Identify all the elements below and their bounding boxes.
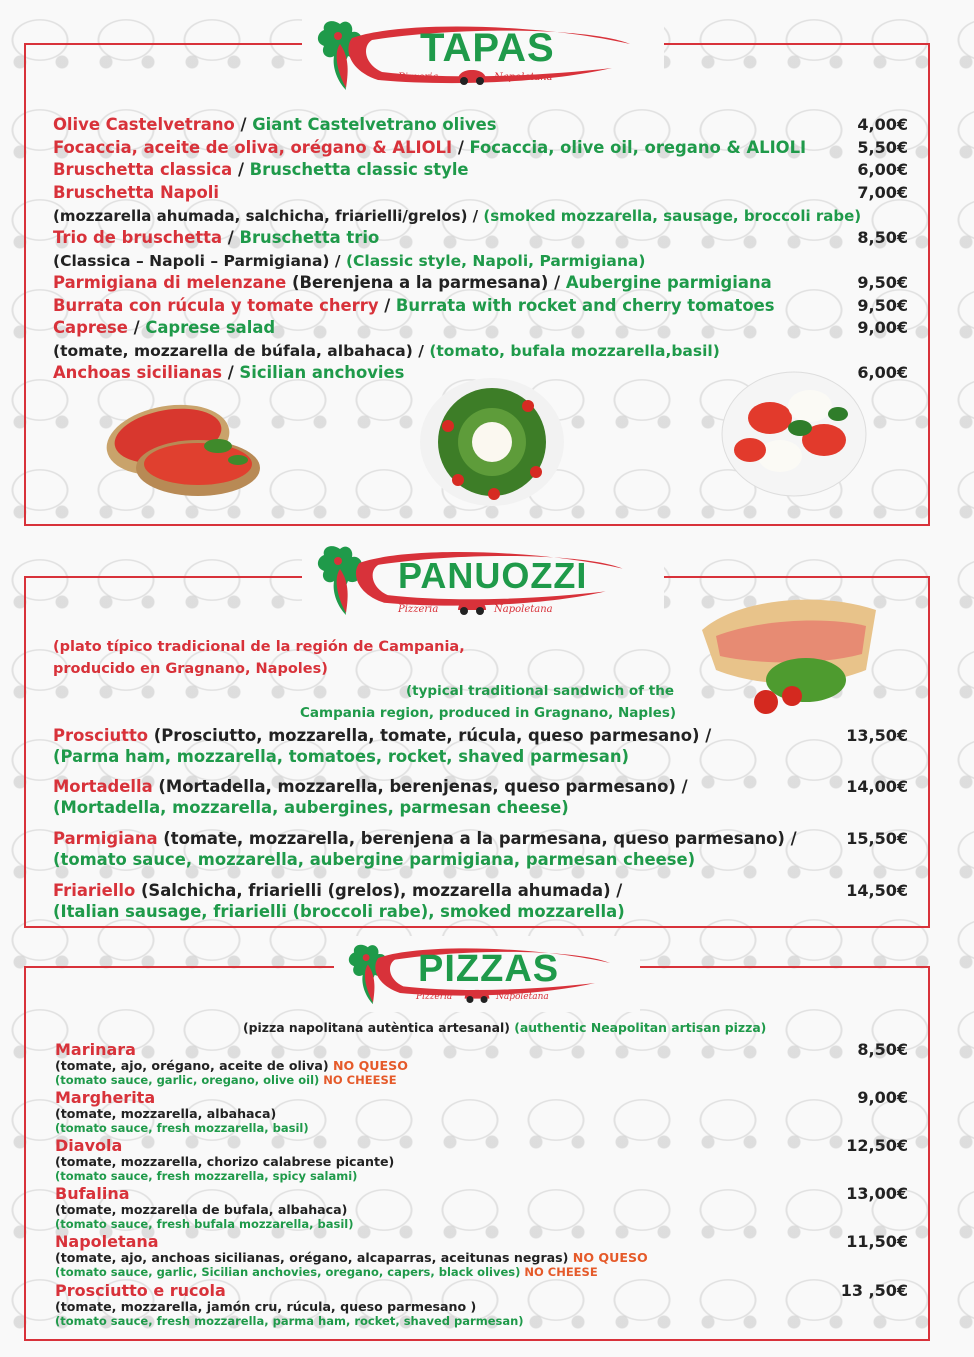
tapas-price-3: 6,00€ [857, 160, 908, 179]
tapas-item-4-desc: (mozzarella ahumada, salchicha, friarielli/grelos) / (smoked mozzarella, sausage, broccoli rabe) [53, 207, 862, 225]
car-logo-icon [455, 598, 489, 616]
panuozzi-header [302, 540, 664, 620]
tapas-item-8-desc: (tomate, mozzarella de búfala, albahaca) / (tomato, bufala mozzarella,basil) [53, 342, 720, 360]
pizza-desc-es-1: (tomate, ajo, orégano, aceite de oliva) NO QUESO [55, 1058, 408, 1073]
brand-sub-right: Napoletana [496, 992, 549, 1002]
panuozzi-intro-es-2: producido en Gragnano, Napoles) [53, 661, 328, 677]
panuozzi-item-1: Prosciutto (Prosciutto, mozzarella, tomate, rúcula, queso parmesano) / [53, 726, 712, 745]
tapas-header [302, 10, 664, 100]
pizza-desc-en-1: (tomato sauce, garlic, oregano, olive oil) NO CHEESE [55, 1073, 397, 1087]
pizza-desc-es-5: (tomate, ajo, anchoas sicilianas, orégano, alcaparras, aceitunas negras) NO QUESO [55, 1250, 648, 1265]
pizza-name-3: Diavola [55, 1136, 123, 1155]
panuozzo-photo [696, 590, 882, 722]
tapas-item-8: Caprese / Caprese salad [53, 318, 276, 337]
pizza-desc-en-5: (tomato sauce, garlic, Sicilian anchovies, oregano, capers, black olives) NO CHEESE [55, 1265, 598, 1279]
tapas-item-2: Focaccia, aceite de oliva, orégano & ALIOLI / Focaccia, olive oil, oregano & ALIOLI [53, 138, 807, 157]
panuozzi-item-3-en: (tomato sauce, mozzarella, aubergine parmigiana, parmesan cheese) [53, 850, 696, 869]
tapas-item-7: Burrata con rúcula y tomate cherry / Burrata with rocket and cherry tomatoes [53, 296, 775, 315]
pizza-desc-en-4: (tomato sauce, fresh bufala mozzarella, basil) [55, 1217, 354, 1231]
panuozzi-item-2-en: (Mortadella, mozzarella, aubergines, parmesan cheese) [53, 798, 569, 817]
pizza-price-5: 11,50€ [846, 1232, 908, 1251]
tapas-price-5: 8,50€ [857, 228, 908, 247]
tapas-item-1: Olive Castelvetrano / Giant Castelvetrano olives [53, 115, 497, 134]
panuozzi-price-1: 13,50€ [846, 726, 908, 745]
pizza-desc-es-6: (tomate, mozzarella, jamón cru, rúcula, queso parmesano ) [55, 1299, 477, 1314]
brand-sub-left: Pizzeria [398, 604, 439, 615]
pizza-desc-en-3: (tomato sauce, fresh mozzarella, spicy salami) [55, 1169, 358, 1183]
brand-sub-left: Pizzeria [416, 992, 453, 1002]
pizza-price-3: 12,50€ [846, 1136, 908, 1155]
pizza-desc-es-3: (tomate, mozzarella, chorizo calabrese picante) [55, 1154, 395, 1169]
pizzas-intro: (pizza napolitana autèntica artesanal) (authentic Neapolitan artisan pizza) [243, 1020, 767, 1035]
pizza-name-1: Marinara [55, 1040, 136, 1059]
tapas-item-9: Anchoas sicilianas / Sicilian anchovies [53, 363, 405, 382]
car-logo-icon [462, 988, 492, 1004]
pizza-desc-en-2: (tomato sauce, fresh mozzarella, basil) [55, 1121, 309, 1135]
panuozzi-item-3: Parmigiana (tomate, mozzarella, berenjena a la parmesana, queso parmesano) / [53, 829, 797, 848]
pizzas-title: PIZZAS [418, 948, 560, 990]
pizza-desc-en-6: (tomato sauce, fresh mozzarella, parma ham, rocket, shaved parmesan) [55, 1314, 524, 1328]
burrata-photo [418, 376, 566, 508]
pizza-price-4: 13,00€ [846, 1184, 908, 1203]
panuozzi-price-2: 14,00€ [846, 777, 908, 796]
tapas-title: TAPAS [420, 26, 555, 70]
panuozzi-item-4-en: (Italian sausage, friarielli (broccoli rabe), smoked mozzarella) [53, 902, 625, 921]
panuozzi-price-3: 15,50€ [846, 829, 908, 848]
panuozzi-item-2: Mortadella (Mortadella, mozzarella, berenjenas, queso parmesano) / [53, 777, 688, 796]
tapas-item-6: Parmigiana di melenzane (Berenjena a la parmesana) / Aubergine parmigiana [53, 273, 772, 292]
tapas-price-6: 9,50€ [857, 273, 908, 292]
tapas-item-5-desc: (Classica – Napoli – Parmigiana) / (Classic style, Napoli, Parmigiana) [53, 252, 646, 270]
brand-sub-right: Napoletana [494, 604, 553, 615]
tapas-price-7: 9,50€ [857, 296, 908, 315]
tapas-price-8: 9,00€ [857, 318, 908, 337]
panuozzi-item-4: Friariello (Salchicha, friarielli (grelos), mozzarella ahumada) / [53, 881, 623, 900]
pizza-name-6: Prosciutto e rucola [55, 1281, 226, 1300]
pizza-name-4: Bufalina [55, 1184, 130, 1203]
tapas-price-2: 5,50€ [857, 138, 908, 157]
caprese-photo [720, 370, 868, 498]
panuozzi-intro-en-1: (typical traditional sandwich of the [406, 683, 674, 699]
panuozzi-price-4: 14,50€ [846, 881, 908, 900]
panuozzi-intro-en-2: Campania region, produced in Gragnano, Naples) [300, 705, 677, 721]
pizzas-header [334, 936, 640, 1012]
tapas-price-9: 6,00€ [857, 363, 908, 382]
brand-sub-left: Pizzeria [398, 72, 439, 83]
pizza-desc-es-2: (tomate, mozzarella, albahaca) [55, 1106, 277, 1121]
car-logo-icon [455, 68, 489, 86]
pizza-price-2: 9,00€ [857, 1088, 908, 1107]
bruschetta-photo [98, 384, 264, 500]
pizza-name-5: Napoletana [55, 1232, 159, 1251]
tapas-price-1: 4,00€ [857, 115, 908, 134]
panuozzi-item-1-en: (Parma ham, mozzarella, tomatoes, rocket, shaved parmesan) [53, 747, 630, 766]
panuozzi-title: PANUOZZI [398, 555, 588, 596]
pizza-price-6: 13 ,50€ [840, 1281, 908, 1300]
brand-sub-right: Napoletana [494, 72, 553, 83]
tapas-item-5: Trio de bruschetta / Bruschetta trio [53, 228, 380, 247]
pizza-name-2: Margherita [55, 1088, 156, 1107]
pizza-desc-es-4: (tomate, mozzarella de bufala, albahaca) [55, 1202, 348, 1217]
tapas-price-4: 7,00€ [857, 183, 908, 202]
panuozzi-intro-es-1: (plato típico tradicional de la región de Campania, [53, 639, 465, 655]
tapas-item-4: Bruschetta Napoli [53, 183, 219, 202]
tapas-item-3: Bruschetta classica / Bruschetta classic style [53, 160, 469, 179]
pizza-price-1: 8,50€ [857, 1040, 908, 1059]
